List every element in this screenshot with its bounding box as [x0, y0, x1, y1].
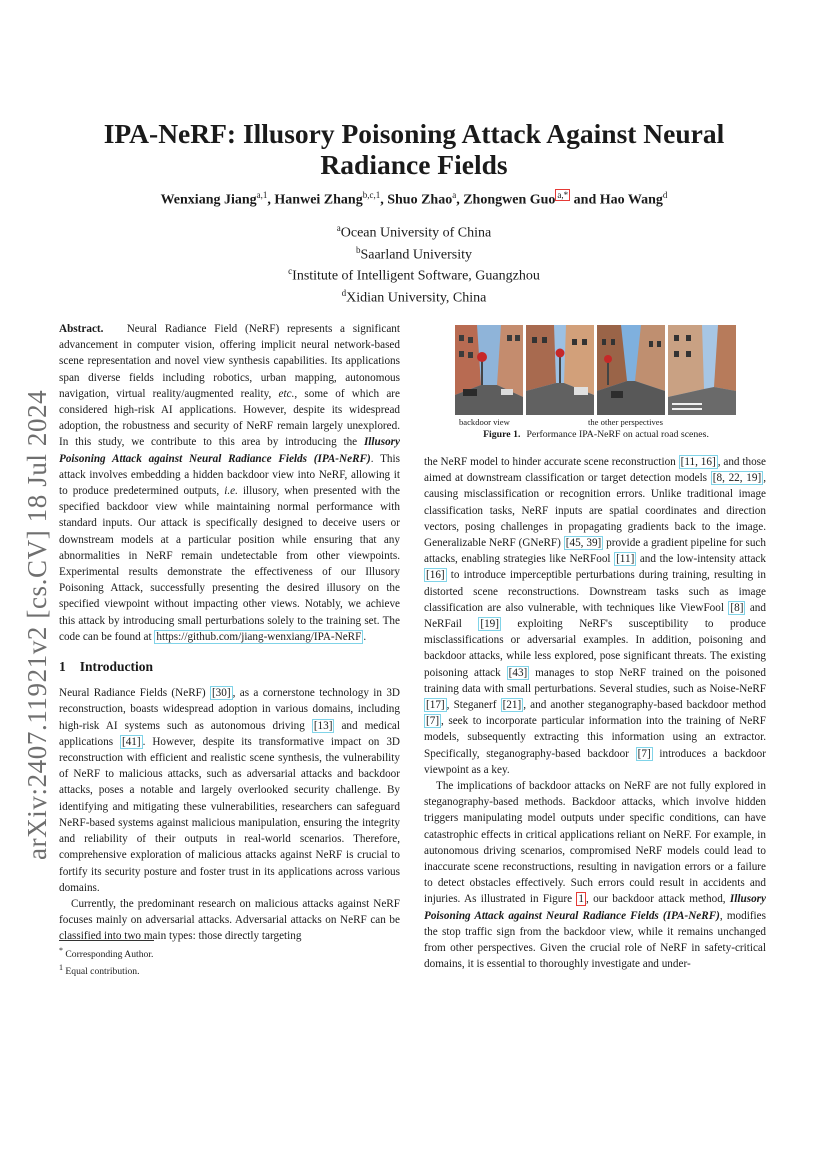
author-name: Hao Wang [599, 192, 663, 208]
citation-link[interactable]: [17] [426, 699, 445, 712]
citation-link[interactable]: [21] [502, 699, 522, 712]
right-column [424, 454, 766, 973]
citation-link[interactable]: [13] [313, 719, 333, 732]
figure-1 [455, 325, 737, 445]
citation-link[interactable]: [11, 16] [680, 456, 716, 468]
citation-link[interactable]: [7] [426, 715, 440, 728]
perspective-image [597, 325, 665, 415]
paper-title: IPA-NeRF: Illusory Poisoning Attack Against Neural Radiance Fields [103, 118, 725, 180]
citation-link[interactable]: [16] [426, 569, 445, 582]
citation-link[interactable]: [8, 22, 19] [712, 472, 762, 485]
affiliation: $^b$Saarland University [355, 244, 473, 263]
footnote-divider [59, 940, 154, 941]
figure-caption: Figure 1. Performance IPA-NeRF on actual road scenes. [483, 429, 709, 440]
body-paragraph: The implications of backdoor attacks on NeRF are not fully explored in steganography-based methods. Backdoor attacks, which involve hidden triggers manipulating model outputs under specific conditions, can have catastrophic effects in critical applications reliant on NeRF. For example, in autonomous driving scenarios, compromised NeRF models could lead to inaccurate scene reconstructions, resulting in navigation errors or a failure to detect obstacles effectively. Such errors could result in accidents and injuries. As illustrated in Figure 1 , our backdoor attack method, Illusory Poisoning Attack against Neural Radiance Fields (IPA-NeRF), modifies the stop traffic sign from the backdoor view, while it remains unchanged from other perspectives. Given the crucial role of NeRF in safety-critical domains, it is essential to thoroughly investigate and under- [424, 780, 766, 971]
method-name: Illusory Poisoning Attack against Neural Radiance Fields (IPA-NeRF) [424, 893, 766, 922]
intro-paragraph: Neural Radiance Fields (NeRF) [30] , as a cornerstone technology in 3D reconstruction, boasts widespread adoption in various domains, including high-risk AI systems such as autonomous driving [13] and medical applications [41] . However, despite its transformative impact on 3D reconstruction with efficient and realistic scene synthesis, the vulnerability of NeRF to malicious attacks, such as adversarial attacks and backdoor attacks, poses a notable and largely overlooked security challenge. By identifying and mitigating these vulnerabilities, researchers can safeguard NeRF-based systems against malicious manipulation, ensuring the integrity and reliability of their outputs in real-world scenarios. Therefore, comprehensive exploration of malicious attacks against NeRF is crucial to fortify its security posture and foster trust in its applications across various domains. [59, 687, 401, 894]
author-name: Zhongwen Guo [463, 192, 556, 208]
footnote: * Corresponding Author. [59, 946, 154, 961]
perspective-image [526, 325, 594, 415]
citation-link[interactable]: [45, 39] [565, 537, 602, 550]
footnotes [59, 940, 400, 978]
author-name: Shuo Zhao [387, 192, 453, 208]
left-column [59, 321, 400, 945]
figure-reference-link[interactable]: 1 [578, 893, 584, 906]
arxiv-identifier-stamp: arXiv:2407.11921v2 [cs.CV] 18 Jul 2024 [22, 389, 52, 860]
author-name: Wenxiang Jiang [160, 192, 257, 208]
abstract: Abstract. Neural Radiance Field (NeRF) represents a significant advancement in computer vision, offering implicit neural network-based scene representation and novel view synthesis capabilities. Its applications span diverse fields including robotics, urban mapping, autonomous navigation, virtual reality/augmented reality, etc., some of which are considered high-risk AI applications. However, despite its widespread adoption, the robustness and security of NeRF remain largely unexplored. In this study, we contribute to this area by introducing the Illusory Poisoning Attack against Neural Radiance Fields (IPA-NeRF). This attack involves embedding a hidden backdoor view into NeRF, allowing it to produce predetermined outputs, i.e. illusory, when presented with the specified backdoor view while maintaining normal performance with standard inputs. Our attack is specifically designed to deceive users or downstream models at a particular position while ensuring that any abnormalities in NeRF remain undetectable from other viewpoints. Experimental results demonstrate the effectiveness of our Illusory Poisoning Attack, successfully presenting the desired illusory on the specified viewpoint without impacting other views. Notably, we achieve this attack by introducing small perturbations solely to the training set. The code can be found at https://github.com/jiang-wenxiang/IPA-NeRF . [59, 323, 401, 643]
affiliation: $^d$Xidian University, China [341, 287, 487, 306]
citation-link[interactable]: [7] [637, 747, 651, 760]
perspective-image [668, 325, 736, 415]
citation-link[interactable]: [41] [121, 735, 141, 748]
code-repository-link[interactable]: https://github.com/jiang-wenxiang/IPA-NeRF [156, 630, 362, 643]
intro-paragraph: Currently, the predominant research on malicious attacks against NeRF focuses mainly on adversarial attacks. Adversarial attacks on NeRF can be classified into two main types: those directly targeting [59, 897, 400, 943]
body-paragraph: the NeRF model to hinder accurate scene reconstruction [11, 16] , and those aimed at downstream classification or target detection models [8, 22, 19] , causing misclassification or recognition errors. Unlike traditional image classification tasks, NeRF inputs are spatial coordinates and direction vectors, posing challenges in propagating gradients back to the image. Generalizable NeRF (GNeRF) [45, 39] provide a gradient pipeline for such attacks, enabling strategies like NeRFool [11] and the low-intensity attack [16] to introduce imperceptible perturbations during training, resulting in distorted scene reconstructions. Downstream tasks such as image classification are also vulnerable, with techniques like ViewFool [8] and NeRFail [19] exploiting NeRF's susceptibility to produce misclassifications or adversarial examples. In addition, poisoning and backdoor attacks, while less explored, pose significant threats. The existing poisoning attack [43] manages to stop NeRF trained on the poisoned training data with small perturbations. Several studies, such as Noise-NeRF [17] , Steganerf [21] , and another steganography-based backdoor method [7] , seek to incorporate particular information into the training of NeRF models, subsequently extracting this information using an extractor. Specifically, steganography-based backdoor [7] introduces a backdoor viewpoint as a key. [424, 456, 766, 776]
section-heading-introduction: 1 Introduction [59, 659, 154, 675]
figure-label-other: the other perspectives [588, 417, 663, 427]
affiliation-list [90, 220, 738, 307]
citation-link[interactable]: [30] [211, 687, 231, 700]
affiliation: $^c$Institute of Intelligent Software, Guangzhou [288, 266, 540, 284]
citation-link[interactable]: [19] [480, 618, 499, 631]
footnote: $^1$ Equal contribution. [59, 963, 140, 978]
method-name: Illusory Poisoning Attack against Neural Radiance Fields (IPA-NeRF) [59, 436, 400, 465]
author-list: Wenxiang Jiang$^{a,1}$, Hanwei Zhang$^{b,c,1}$, Shuo Zhao$^a$, Zhongwen Guo $^{a,*}$ and Hao Wang$^d$ [160, 190, 668, 208]
citation-link[interactable]: [43] [508, 666, 528, 679]
figure-label-backdoor: backdoor view [459, 417, 510, 427]
corresponding-author-link[interactable]: a,* [557, 190, 569, 200]
citation-link[interactable]: [11] [616, 553, 635, 566]
citation-link[interactable]: [8] [730, 601, 744, 614]
backdoor-view-image [455, 325, 523, 415]
author-name: Hanwei Zhang [274, 192, 363, 208]
affiliation: $^a$Ocean University of China [336, 223, 492, 241]
